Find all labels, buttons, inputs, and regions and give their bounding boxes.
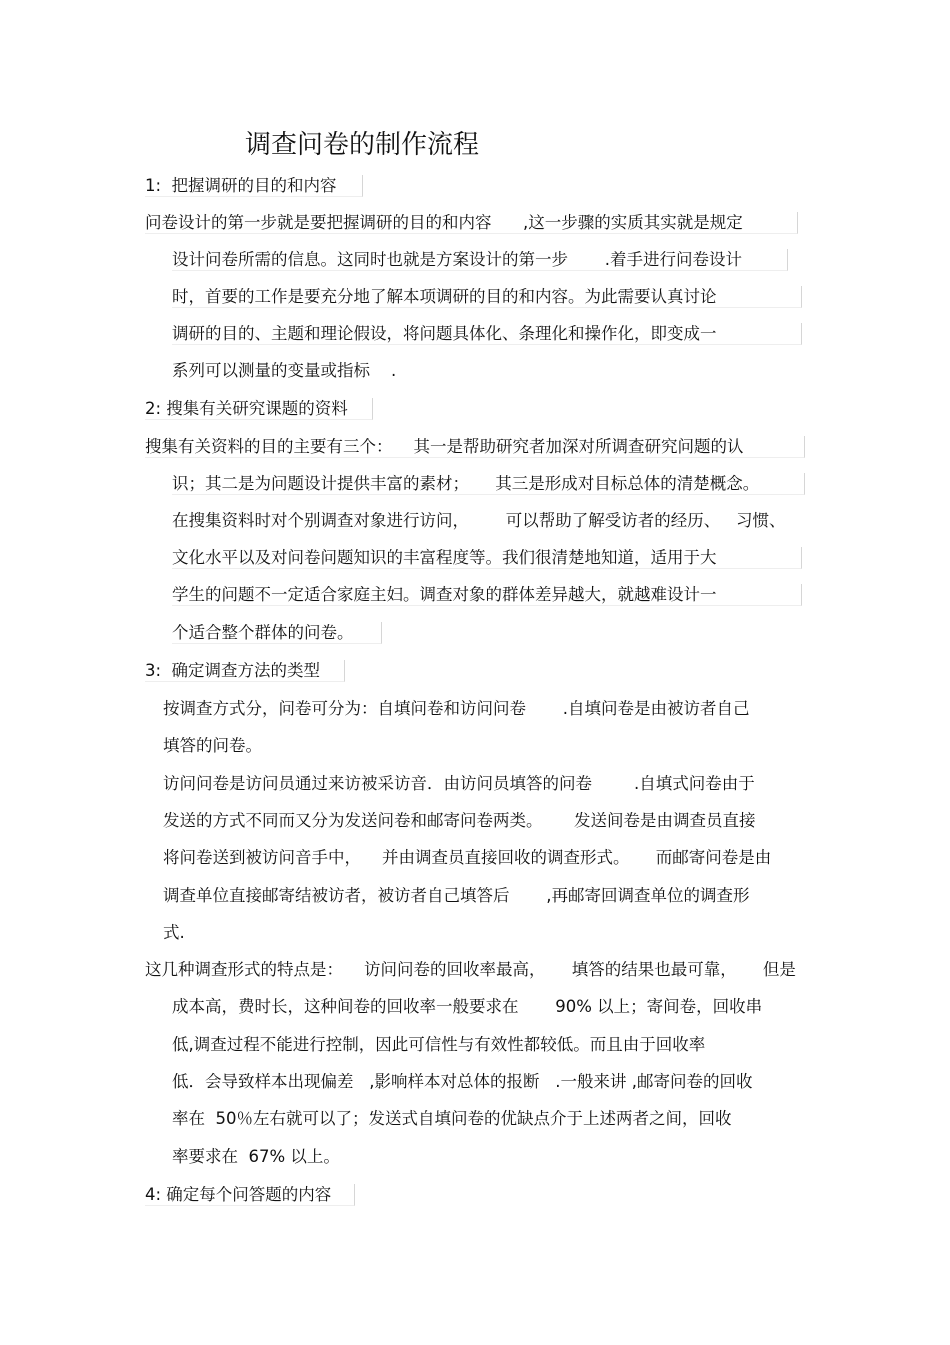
- paragraph-line: 系列可以测量的变量或指标 .: [172, 361, 397, 380]
- paragraph-line: 将问卷送到被访问音手中， 并由调查员直接回收的调查形式。 而邮寄问卷是由: [163, 848, 772, 867]
- paragraph-line: 按调查方式分，问卷可分为：自填问卷和访问问卷 .自填问卷是由被访者自己: [163, 699, 750, 718]
- paragraph-line: 搜集有关资料的目的主要有三个： 其一是帮助研究者加深对所调查研究问题的认: [145, 436, 805, 458]
- paragraph-line: 式.: [163, 923, 185, 942]
- paragraph-line: 个适合整个群体的问卷。: [172, 622, 382, 644]
- section-heading: 1: 把握调研的目的和内容: [145, 175, 363, 197]
- section-heading: 2: 搜集有关研究课题的资料: [145, 398, 373, 420]
- paragraph-line: 率要求在 67% 以上。: [172, 1147, 340, 1166]
- paragraph-line: 设计问卷所需的信息。这同时也就是方案设计的第一步 .着手进行问卷设计: [172, 249, 788, 271]
- paragraph-line: 填答的问卷。: [163, 736, 262, 755]
- paragraph-line: 调查单位直接邮寄结被访者，被访者自己填答后 ,再邮寄回调查单位的调查形: [163, 886, 750, 905]
- paragraph-line: 识；其二是为问题设计提供丰富的素材； 其三是形成对目标总体的清楚概念。: [172, 473, 805, 495]
- paragraph-line: 调研的目的、主题和理论假设，将问题具体化、条理化和操作化，即变成一: [172, 323, 802, 345]
- paragraph-line: 成本高，费时长，这种间卷的回收率一般要求在 90% 以上；寄间卷，回收串: [172, 997, 763, 1016]
- paragraph-line: 发送的方式不同而又分为发送问卷和邮寄问卷两类。 发送间卷是由调查员直接: [163, 811, 756, 830]
- paragraph-line: 问卷设计的第一步就是要把握调研的目的和内容 ,这一步骤的实质其实就是规定: [145, 212, 798, 234]
- paragraph-line: 在搜集资料时对个别调查对象进行访问， 可以帮助了解受访者的经历、 习惯、: [172, 511, 786, 530]
- paragraph-line: 率在 50％左右就可以了；发送式自填问卷的优缺点介于上述两者之间，回收: [172, 1109, 732, 1128]
- document-title: 调查问卷的制作流程: [245, 130, 480, 160]
- section-heading: 4: 确定每个问答题的内容: [145, 1184, 355, 1206]
- paragraph-line: 时，首要的工作是要充分地了解本项调研的目的和内容。为此需要认真讨论: [172, 286, 802, 308]
- paragraph-line: 学生的问题不一定适合家庭主妇。调查对象的群体差异越大，就越难设计一: [172, 584, 802, 606]
- paragraph-line: 低,调查过程不能进行控制，因此可信性与有效性都较低。而且由于回收率: [172, 1035, 706, 1054]
- paragraph-line: 文化水平以及对问卷问题知识的丰富程度等。我们很清楚地知道，适用于大: [172, 547, 802, 569]
- paragraph-line: 这几种调查形式的特点是： 访问问卷的回收率最高， 填答的结果也最可靠， 但是: [145, 960, 796, 979]
- section-heading: 3: 确定调查方法的类型: [145, 660, 345, 682]
- paragraph-line: 低．会导致样本出现偏差 ,影响样本对总体的报断 .一般来讲 ,邮寄问卷的回收: [172, 1072, 753, 1091]
- paragraph-line: 访问问卷是访问员通过来访被采访音．由访问员填答的问卷 .自填式问卷由于: [163, 774, 755, 793]
